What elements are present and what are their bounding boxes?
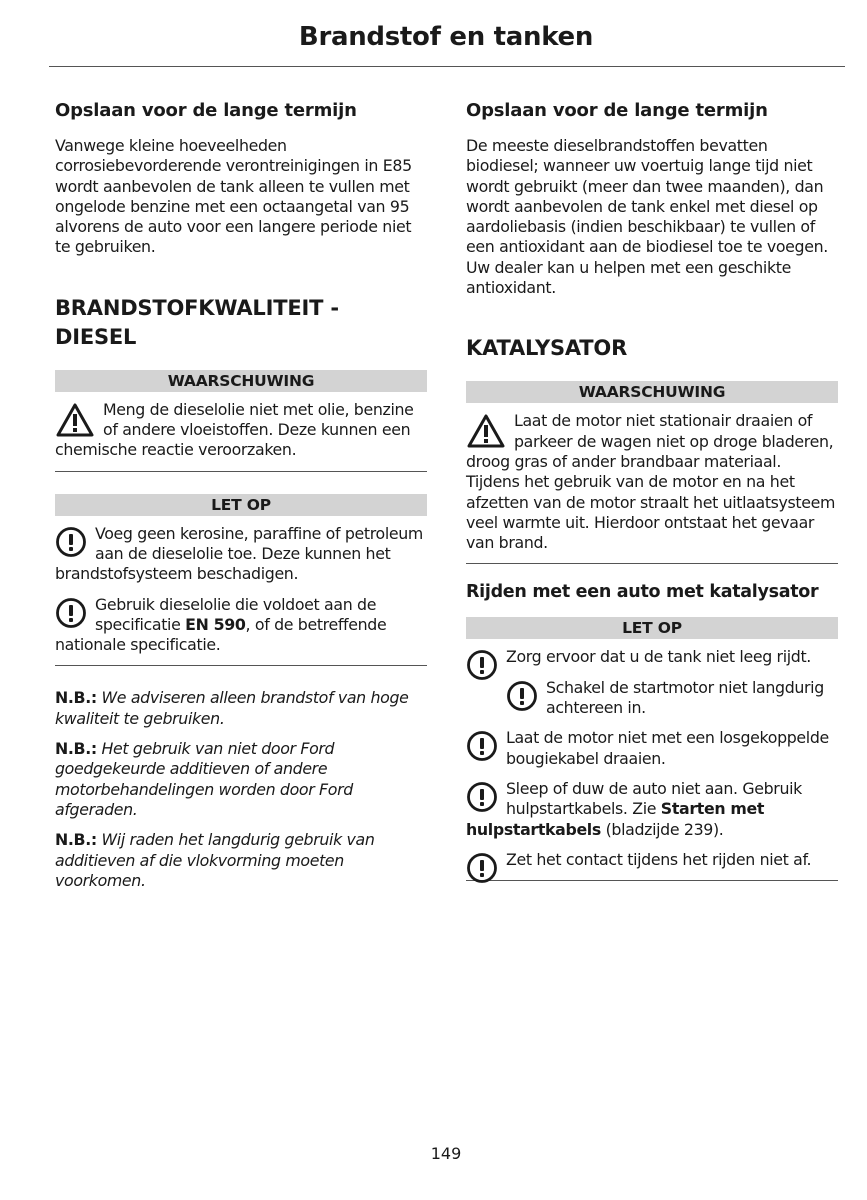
caution-text-right-5: Zet het contact tijdens het rijden niet af. — [506, 849, 812, 869]
storage-text-left: Vanwege kleine hoeveelheden corrosiebevorderende verontreinigingen in E85 wordt aanbevolen de tank alleen te vullen met ongelode benzine met een octaangetal van 95 alvorens de auto voor een langere periode niet te gebruiken. — [55, 136, 412, 257]
caution-notice-right-3 — [466, 728, 838, 769]
warning-notice-right — [466, 411, 838, 553]
page-title: Brandstof en tanken — [298, 22, 594, 52]
note-2: N.B.: Het gebruik van niet door Ford goedgekeurde additieven of andere motorbehandelingen worden door Ford afgeraden. — [55, 739, 353, 819]
exclamation-circle-icon — [466, 649, 498, 681]
caution-notice-right-5 — [466, 850, 838, 870]
exclamation-circle-icon — [55, 526, 87, 558]
exclamation-circle-icon — [506, 680, 538, 712]
storage-heading-right: Opslaan voor de lange termijn — [466, 100, 768, 121]
warning-bar-right: WAARSCHUWING — [466, 381, 838, 403]
divider — [466, 880, 838, 881]
fuel-quality-heading: BRANDSTOFKWALITEIT - DIESEL — [55, 295, 339, 349]
catalyst-heading: KATALYSATOR — [466, 336, 628, 361]
exclamation-circle-icon — [466, 730, 498, 762]
caution-text-right-4: Sleep of duw de auto niet aan. Gebruik hulpstartkabels. Zie Starten met hulpstartkabels (bladzijde 239). — [466, 778, 802, 839]
spec-name: EN 590 — [185, 614, 246, 634]
caution-text-right-1: Zorg ervoor dat u de tank niet leeg rijdt. — [506, 647, 811, 667]
exclamation-circle-icon — [466, 781, 498, 813]
right-column — [466, 100, 838, 884]
warning-text-left: Meng de dieselolie niet met olie, benzine of andere vloeistoffen. Deze kunnen een chemische reactie veroorzaken. — [55, 399, 414, 460]
storage-text-right: De meeste dieselbrandstoffen bevatten biodiesel; wanneer uw voertuig lange tijd niet wordt gebruikt (meer dan twee maanden), dan wordt aanbevolen de tank enkel met diesel op aardoliebasis (indien beschikbaar) te vullen of een antioxidant aan de biodiesel toe te voegen. Uw dealer kan u helpen met een geschikte antioxidant. — [466, 136, 828, 298]
note-1: N.B.: We adviseren alleen brandstof van hoge kwaliteit te gebruiken. — [55, 688, 409, 728]
caution-text-left-1: Voeg geen kerosine, paraffine of petroleum aan de dieselolie toe. Deze kunnen het brandstofsysteem beschadigen. — [55, 523, 423, 584]
exclamation-circle-icon — [55, 597, 87, 629]
note-3: N.B.: Wij raden het langdurig gebruik van additieven af die vlokvorming moeten voorkomen. — [55, 830, 375, 890]
exclamation-circle-icon — [466, 852, 498, 884]
title-divider — [49, 66, 845, 67]
caution-notice-right-4 — [466, 779, 838, 840]
driving-heading: Rijden met een auto met katalysator — [466, 582, 819, 603]
warning-triangle-icon — [466, 413, 506, 449]
caution-text-left-2: Gebruik dieselolie die voldoet aan de specificatie EN 590, of de betreffende nationale specificatie. — [55, 594, 387, 655]
caution-text-right-2: Schakel de startmotor niet langdurig achtereen in. — [546, 677, 824, 718]
caution-bar-left: LET OP — [55, 494, 427, 516]
caution-bar-right: LET OP — [466, 617, 838, 639]
caution-notice-right-1 — [466, 647, 838, 667]
warning-bar-left: WAARSCHUWING — [55, 370, 427, 392]
warning-triangle-icon — [55, 402, 95, 438]
caution-text-right-3: Laat de motor niet met een losgekoppelde bougiekabel draaien. — [506, 728, 829, 768]
caution-notice-right-2 — [466, 678, 838, 719]
caution-notice-left-1 — [55, 524, 427, 585]
page-number: 149 — [430, 1144, 462, 1163]
storage-heading-left: Opslaan voor de lange termijn — [55, 100, 357, 121]
warning-text-right: Laat de motor niet stationair draaien of parkeer de wagen niet op droge bladeren, droog gras of ander brandbaar materiaal. Tijdens het gebruik van de motor en na het afzetten van de motor straalt het uitlaatsysteem veel warmte uit. Hierdoor ontstaat het gevaar van brand. — [466, 411, 836, 553]
caution-notice-left-2 — [55, 595, 427, 656]
left-column — [55, 100, 427, 901]
jump-start-reference: Starten met hulpstartkabels — [466, 799, 765, 839]
warning-notice-left — [55, 400, 427, 461]
